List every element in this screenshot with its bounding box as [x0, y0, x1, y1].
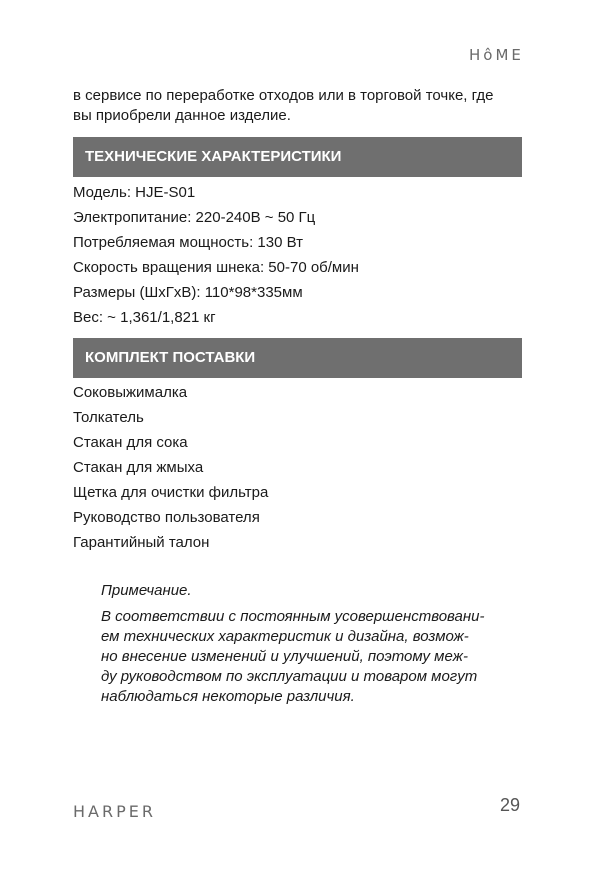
note-line: но внесение изменений и улучшений, поэтому меж-: [101, 648, 468, 665]
package-list: [73, 380, 268, 555]
note-block: [101, 581, 501, 707]
package-item: Толкатель: [73, 409, 144, 426]
intro-line: вы приобрели данное изделие.: [73, 107, 291, 124]
package-section-header: КОМПЛЕКТ ПОСТАВКИ: [73, 338, 522, 378]
page-number: 29: [500, 795, 521, 815]
intro-line: в сервисе по переработке отходов или в торговой точке, где: [73, 87, 494, 104]
spec-item: Вес: ~ 1,361/1,821 кг: [73, 309, 216, 326]
package-item: Руководство пользователя: [73, 509, 260, 526]
package-item: Щетка для очистки фильтра: [73, 484, 269, 501]
specs-section-header: ТЕХНИЧЕСКИЕ ХАРАКТЕРИСТИКИ: [73, 137, 522, 177]
spec-item: Потребляемая мощность: 130 Вт: [73, 234, 303, 251]
package-item: Соковыжималка: [73, 384, 188, 401]
note-line: ду руководством по эксплуатации и товаром могут: [101, 668, 478, 685]
specs-list: [73, 180, 359, 330]
note-title: Примечание.: [101, 582, 192, 599]
spec-item: Модель: HJE-S01: [73, 184, 196, 201]
package-item: Гарантийный талон: [73, 534, 210, 551]
note-line: В соответствии с постоянным усовершенствовани-: [101, 608, 485, 625]
spec-item: Электропитание: 220-240В ~ 50 Гц: [73, 209, 316, 226]
note-line: ем технических характеристик и дизайна, возмож-: [101, 628, 469, 645]
package-item: Стакан для сока: [73, 434, 188, 451]
note-line: наблюдаться некоторые различия.: [101, 688, 355, 705]
harper-logo: HARPER: [73, 802, 156, 821]
spec-item: Размеры (ШхГхВ): 110*98*335мм: [73, 284, 303, 301]
package-item: Стакан для жмыха: [73, 459, 204, 476]
spec-item: Скорость вращения шнека: 50-70 об/мин: [73, 259, 359, 276]
home-logo: HôME: [469, 46, 524, 64]
intro-paragraph: [73, 86, 533, 126]
